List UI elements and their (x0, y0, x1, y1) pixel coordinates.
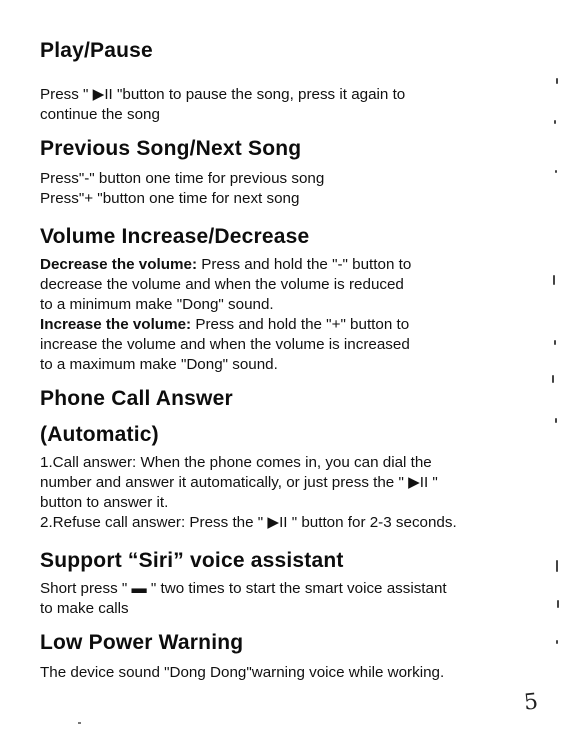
edge-mark (556, 78, 558, 84)
scan-edge-marks (550, 0, 568, 736)
body-line: 1.Call answer: When the phone comes in, you can dial the (40, 454, 432, 471)
body-line: 2.Refuse call answer: Press the " ▶II " button for 2-3 seconds. (40, 514, 457, 531)
body-line: to a minimum make "Dong" sound. (40, 296, 274, 313)
section-play-pause (40, 37, 540, 125)
decrease-text: Press and hold the "-" button to (197, 256, 412, 273)
body-line: The device sound "Dong Dong"warning voice while working. (40, 664, 445, 681)
body-line: to a maximum make "Dong" sound. (40, 356, 278, 373)
body-line (40, 315, 540, 335)
edge-mark (554, 120, 556, 124)
section-volume (40, 223, 540, 375)
body-line: button to answer it. (40, 494, 169, 511)
section-siri (40, 547, 540, 619)
body-line: continue the song (40, 106, 160, 123)
body-line: Press"-" button one time for previous song (40, 170, 325, 187)
decrease-label: Decrease the volume: (40, 256, 198, 273)
edge-mark (552, 375, 554, 383)
section-heading: Previous Song/Next Song (40, 137, 302, 160)
section-heading: Support “Siri” voice assistant (40, 549, 344, 572)
edge-mark (553, 275, 555, 285)
section-heading: Low Power Warning (40, 631, 244, 654)
edge-mark (555, 418, 557, 423)
increase-text: Press and hold the "+" button to (191, 316, 410, 333)
section-heading: Phone Call Answer (40, 387, 233, 410)
body-line: Press " ▶II "button to pause the song, press it again to (40, 86, 406, 103)
manual-content (40, 37, 540, 683)
section-heading: Play/Pause (40, 39, 153, 62)
edge-mark (556, 560, 558, 572)
body-line: Press"+ "button one time for next song (40, 190, 300, 207)
page-number: 5 (522, 689, 540, 716)
section-heading: Volume Increase/Decrease (40, 225, 310, 248)
edge-mark (557, 600, 559, 608)
body-line: decrease the volume and when the volume is reduced (40, 276, 404, 293)
scan-speck (78, 722, 81, 724)
section-phone-call (40, 385, 540, 533)
increase-label: Increase the volume: (40, 316, 192, 333)
body-line: increase the volume and when the volume is increased (40, 336, 410, 353)
section-low-power (40, 629, 540, 683)
body-line: to make calls (40, 600, 129, 617)
edge-mark (555, 170, 557, 173)
body-line (40, 255, 540, 275)
body-line: number and answer it automatically, or just press the " ▶II " (40, 474, 438, 491)
edge-mark (554, 340, 556, 345)
edge-mark (556, 640, 558, 644)
body-line: Short press " ▬ " two times to start the smart voice assistant (40, 580, 447, 597)
section-heading-continued: (Automatic) (40, 423, 159, 446)
section-previous-next (40, 135, 540, 209)
